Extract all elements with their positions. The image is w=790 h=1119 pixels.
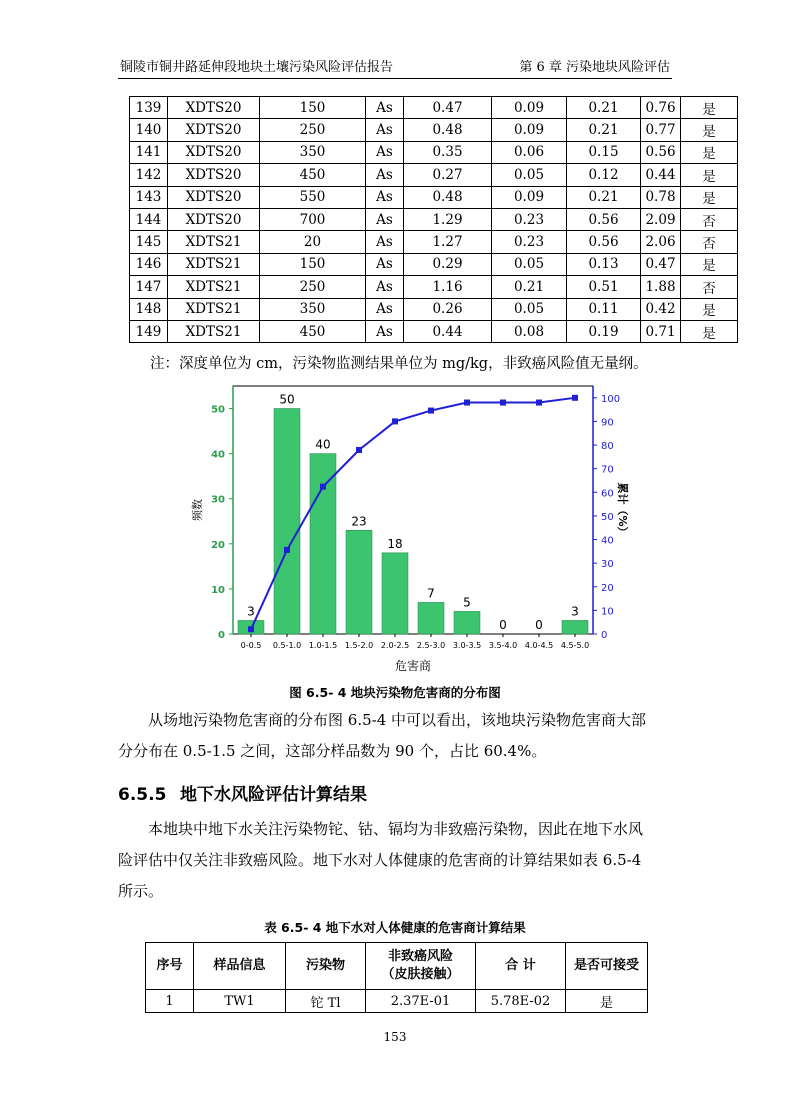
cell: 0.29 (404, 253, 492, 275)
cell: 0.44 (641, 164, 681, 186)
cell: 2.09 (641, 208, 681, 230)
cell: 145 (130, 231, 168, 253)
cell: 350 (260, 298, 366, 320)
cell: 否 (681, 208, 738, 230)
right-tick-label: 70 (601, 464, 614, 476)
cell: 0.09 (492, 97, 567, 119)
cell: XDTS20 (168, 208, 260, 230)
cell: XDTS20 (168, 186, 260, 208)
right-tick-label: 100 (601, 393, 621, 405)
x-tick-label: 1.5-2.0 (344, 641, 374, 650)
cell: 是 (681, 253, 738, 275)
cell: 2.06 (641, 231, 681, 253)
table-row (130, 253, 738, 275)
cumulative-point (320, 484, 326, 490)
cell: 0.77 (641, 119, 681, 141)
cell: 0.21 (492, 276, 567, 298)
right-tick-label: 50 (601, 511, 614, 523)
cell: 0.05 (492, 253, 567, 275)
cumulative-point (572, 395, 578, 401)
cell: 铊 Tl (286, 990, 366, 1013)
cell: 0.56 (641, 141, 681, 163)
bar (274, 409, 300, 634)
header-report-title: 铜陵市铜井路延伸段地块土壤污染风险评估报告 (120, 60, 394, 75)
cell: 5.78E-02 (476, 990, 566, 1013)
cell: 2.37E-01 (366, 990, 476, 1013)
cell: 0.06 (492, 141, 567, 163)
cell: 1.88 (641, 276, 681, 298)
cell: 0.44 (404, 320, 492, 342)
col-header: 是否可接受 (566, 943, 648, 990)
cell: 是 (681, 141, 738, 163)
cell: 700 (260, 208, 366, 230)
bar (382, 553, 408, 634)
cell: 140 (130, 119, 168, 141)
cell: 148 (130, 298, 168, 320)
bar-value-label: 3 (247, 604, 255, 619)
cell: 0.48 (404, 186, 492, 208)
left-tick-label: 50 (211, 404, 225, 416)
x-tick-label: 1.0-1.5 (308, 641, 338, 650)
x-tick-label: 3.0-3.5 (452, 641, 482, 650)
bar-value-label: 7 (427, 586, 435, 601)
right-tick-label: 40 (601, 535, 614, 547)
col-header: 样品信息 (194, 943, 286, 990)
right-tick-label: 30 (601, 559, 614, 571)
table-row (130, 208, 738, 230)
cell: 0.51 (567, 276, 641, 298)
cell: As (366, 97, 404, 119)
y-axis-title: 频数 (191, 499, 204, 521)
cell: 0.71 (641, 320, 681, 342)
bar (418, 602, 444, 634)
paragraph-distribution (118, 705, 674, 767)
cumulative-point (500, 400, 506, 406)
cell: XDTS21 (168, 298, 260, 320)
paragraph-groundwater (118, 814, 674, 907)
table-row (130, 119, 738, 141)
cell: 0.48 (404, 119, 492, 141)
section-heading (118, 780, 367, 805)
cell: 0.26 (404, 298, 492, 320)
table-caption: 表 6.5- 4 地下水对人体健康的危害商计算结果 (264, 920, 526, 935)
right-tick-label: 60 (601, 488, 614, 500)
left-tick-label: 40 (211, 449, 225, 461)
cell: XDTS21 (168, 276, 260, 298)
bar-value-label: 3 (571, 604, 579, 619)
col-header-line: （皮肤接触） (381, 967, 460, 982)
table-row (130, 141, 738, 163)
cell: 143 (130, 186, 168, 208)
cell: XDTS20 (168, 119, 260, 141)
cell: 0.08 (492, 320, 567, 342)
x-axis-title: 危害商 (394, 659, 432, 673)
hazard-distribution-chart (185, 378, 629, 678)
cell: 0.47 (641, 253, 681, 275)
cell: 20 (260, 231, 366, 253)
table-row (130, 186, 738, 208)
cell: 是 (681, 320, 738, 342)
cell: 144 (130, 208, 168, 230)
bar-value-label: 23 (351, 514, 367, 529)
cell: 1.29 (404, 208, 492, 230)
bar-value-label: 50 (279, 392, 295, 407)
left-tick-label: 20 (211, 539, 225, 551)
cell: 250 (260, 119, 366, 141)
cell: 0.21 (567, 186, 641, 208)
col-header: 污染物 (286, 943, 366, 990)
left-tick-label: 0 (218, 630, 225, 641)
paragraph-line: 本地块中地下水关注污染物铊、钴、镉均为非致癌污染物，因此在地下水风 (148, 820, 644, 838)
cell: 1 (146, 990, 194, 1013)
cell: 0.13 (567, 253, 641, 275)
cell: 否 (681, 276, 738, 298)
col-header: 序号 (146, 943, 194, 990)
cell: 0.21 (567, 119, 641, 141)
table-row (130, 97, 738, 119)
hazard-quotient-table (129, 96, 738, 343)
cumulative-point (356, 447, 362, 453)
cell: 350 (260, 141, 366, 163)
cumulative-point (284, 547, 290, 553)
section-title: 地下水风险评估计算结果 (180, 785, 367, 805)
cell: 否 (681, 231, 738, 253)
cell: 0.23 (492, 208, 567, 230)
cell: 150 (260, 253, 366, 275)
cell: XDTS21 (168, 320, 260, 342)
cell: 0.05 (492, 164, 567, 186)
section-number: 6.5.5 (118, 785, 167, 805)
cell: 0.21 (567, 97, 641, 119)
table-row (130, 164, 738, 186)
cell: 0.05 (492, 298, 567, 320)
cell: 0.09 (492, 186, 567, 208)
bar (310, 454, 336, 634)
header-chapter: 第 6 章 污染地块风险评估 (519, 60, 670, 75)
cell: 450 (260, 164, 366, 186)
cell: 0.27 (404, 164, 492, 186)
cell: 149 (130, 320, 168, 342)
cell: As (366, 119, 404, 141)
paragraph-line: 从场地污染物危害商的分布图 6.5-4 中可以看出，该地块污染物危害商大部 (148, 711, 647, 729)
y-axis-right-title: 累计（%） (616, 482, 629, 538)
x-tick-label: 0.5-1.0 (272, 641, 302, 650)
cell: XDTS21 (168, 253, 260, 275)
right-tick-label: 90 (601, 417, 614, 429)
cell: XDTS20 (168, 141, 260, 163)
col-header-line: 非致癌风险 (387, 949, 453, 964)
cell: 0.78 (641, 186, 681, 208)
cumulative-point (392, 418, 398, 424)
page-number: 153 (383, 1030, 407, 1044)
x-tick-label: 0-0.5 (240, 641, 262, 650)
cell: XDTS20 (168, 97, 260, 119)
cell: 450 (260, 320, 366, 342)
cell: 是 (681, 186, 738, 208)
cell: 142 (130, 164, 168, 186)
cell: 0.56 (567, 208, 641, 230)
col-header: 合 计 (476, 943, 566, 990)
cell: 0.23 (492, 231, 567, 253)
cell: 1.27 (404, 231, 492, 253)
x-tick-label: 2.5-3.0 (416, 641, 446, 650)
bar-value-label: 18 (387, 536, 403, 551)
cell: XDTS20 (168, 164, 260, 186)
cell: 0.47 (404, 97, 492, 119)
cell: 0.42 (641, 298, 681, 320)
bar-value-label: 40 (315, 437, 331, 452)
right-tick-label: 20 (601, 582, 614, 594)
x-tick-label: 4.5-5.0 (560, 641, 590, 650)
cell: 146 (130, 253, 168, 275)
cell: 0.15 (567, 141, 641, 163)
cell: 139 (130, 97, 168, 119)
paragraph-line: 险评估中仅关注非致癌风险。地下水对人体健康的危害商的计算结果如表 6.5-4 (118, 851, 642, 869)
cell: As (366, 141, 404, 163)
cell: 0.12 (567, 164, 641, 186)
x-tick-label: 4.0-4.5 (524, 641, 554, 650)
left-tick-label: 10 (211, 584, 225, 596)
page-header (118, 50, 672, 79)
bar-value-label: 5 (463, 595, 471, 610)
cell: TW1 (194, 990, 286, 1013)
cell: As (366, 276, 404, 298)
table-row (130, 231, 738, 253)
cell: 0.76 (641, 97, 681, 119)
cell: 是 (681, 97, 738, 119)
cell: 是 (681, 119, 738, 141)
right-tick-label: 80 (601, 441, 614, 453)
paragraph-line: 分分布在 0.5-1.5 之间，这部分样品数为 90 个，占比 60.4%。 (118, 742, 547, 760)
cell: 147 (130, 276, 168, 298)
groundwater-risk-table (145, 942, 648, 1013)
cell: 1.16 (404, 276, 492, 298)
col-header (366, 943, 476, 990)
left-tick-label: 30 (211, 494, 225, 506)
bar (346, 530, 372, 634)
cell: 141 (130, 141, 168, 163)
table-row (146, 990, 648, 1013)
table-note: 注：深度单位为 cm，污染物监测结果单位为 mg/kg，非致癌风险值无量纲。 (150, 356, 648, 372)
bar (562, 620, 588, 634)
cell: XDTS21 (168, 231, 260, 253)
right-tick-label: 10 (601, 606, 614, 618)
cell: As (366, 320, 404, 342)
x-tick-label: 3.5-4.0 (488, 641, 518, 650)
cumulative-point (428, 408, 434, 414)
bar (454, 611, 480, 634)
cell: 是 (681, 164, 738, 186)
figure-caption: 图 6.5- 4 地块污染物危害商的分布图 (289, 685, 501, 700)
x-tick-label: 2.0-2.5 (380, 641, 410, 650)
cell: As (366, 231, 404, 253)
cell: 0.19 (567, 320, 641, 342)
cell: As (366, 186, 404, 208)
cell: As (366, 298, 404, 320)
paragraph-line: 所示。 (118, 882, 164, 900)
cell: 0.56 (567, 231, 641, 253)
cell: 0.35 (404, 141, 492, 163)
cumulative-point (536, 400, 542, 406)
cell: 0.09 (492, 119, 567, 141)
bar-value-label: 0 (535, 618, 543, 632)
cell: As (366, 164, 404, 186)
cell: As (366, 253, 404, 275)
cumulative-point (248, 626, 254, 632)
cell: 250 (260, 276, 366, 298)
cell: 是 (566, 990, 648, 1013)
cell: 0.11 (567, 298, 641, 320)
cell: 150 (260, 97, 366, 119)
table-row (130, 276, 738, 298)
cell: 550 (260, 186, 366, 208)
cumulative-point (464, 400, 470, 406)
cell: As (366, 208, 404, 230)
table-row (130, 320, 738, 342)
table-row (130, 298, 738, 320)
bar-value-label: 0 (499, 618, 507, 632)
right-tick-label: 0 (601, 630, 608, 641)
cell: 是 (681, 298, 738, 320)
